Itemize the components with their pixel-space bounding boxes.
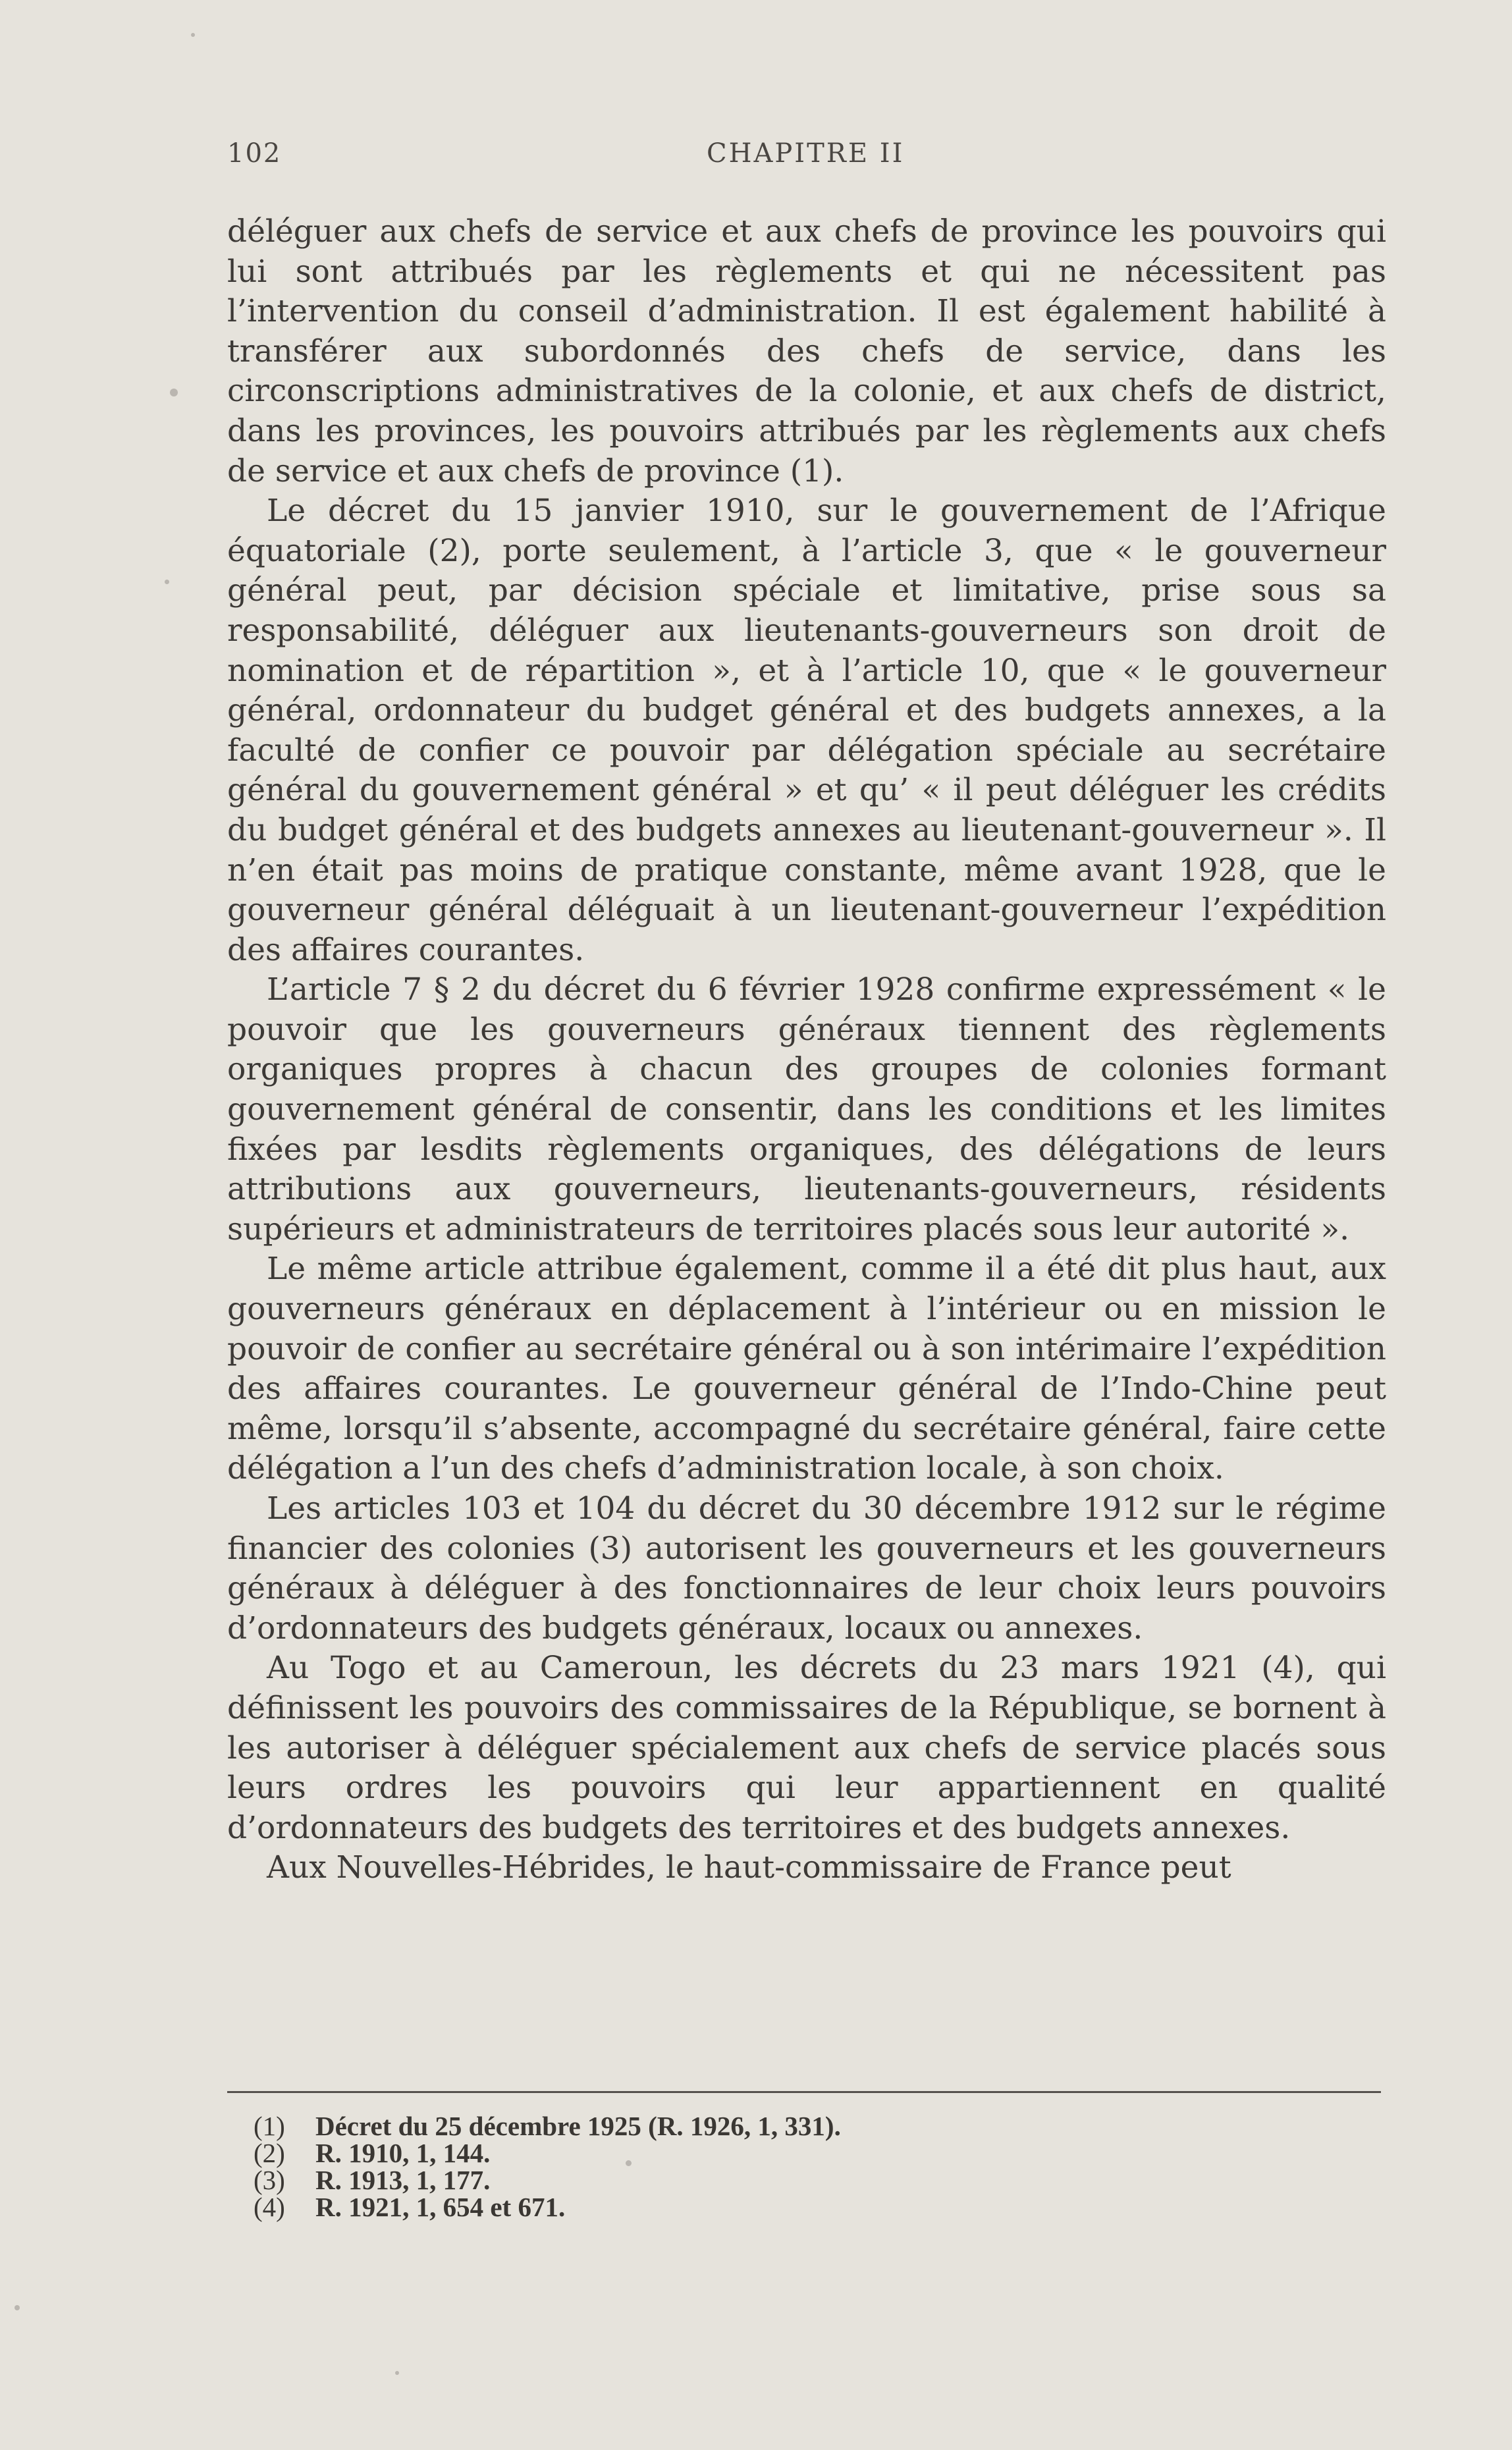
paragraph-last: Aux Nouvelles-Hébrides, le haut-commissaire de France peut: [267, 1849, 1231, 1886]
paragraph: L’article 7 § 2 du décret du 6 février 1928 confirme expressément « le pouvoir que les gouverneurs généraux tiennent des règlements organiques propres à chacun des groupes de colonies formant gouvernement général de consentir, dans les conditions et les limites fixées par lesdits règlements organiques, des délégations de leurs attributions aux gouverneurs, lieutenants-gouverneurs, résidents supérieurs et administrateurs de territoires placés sous leur autorité ».: [227, 971, 1386, 1247]
footnote-number: (1): [254, 2111, 285, 2141]
paper-speck: [165, 580, 169, 584]
footnote-text: R. 1910, 1, 144.: [315, 2138, 491, 2168]
paragraph: Le décret du 15 janvier 1910, sur le gouvernement de l’Afrique équatoriale (2), porte seulement, à l’article 3, que « le gouverneur général peut, par décision spéciale et limitative, prise sous sa responsabilité, déléguer aux lieutenants-gouverneurs son droit de nomination et de répartition », et à l’article 10, que « le gouverneur général, ordonnateur du budget général et des budgets annexes, a la faculté de confier ce pouvoir par délégation spéciale au secrétaire général du gouvernement général » et qu’ « il peut déléguer les crédits du budget général et des budgets annexes au lieutenant-gouverneur ». Il n’en était pas moins de pratique constante, même avant 1928, que le gouverneur général déléguait à un lieutenant-gouverneur l’expédition des affaires courantes.: [227, 493, 1386, 968]
page-number: 102: [227, 138, 282, 169]
footnote: [254, 2167, 1241, 2194]
footnote-number: (4): [254, 2192, 285, 2222]
running-header: [227, 138, 1386, 178]
footnote: [254, 2194, 1241, 2221]
paragraph-continuation: déléguer aux chefs de service et aux chefs de province les pouvoirs qui lui sont attribués par les règlements et qui ne nécessitent pas l’intervention du conseil d’administration. Il est également habilité à transférer aux subordonnés des chefs de service, dans les circonscriptions administratives de la colonie, et aux chefs de district, dans les provinces, les pouvoirs attribués par les règlements aux chefs de service et aux chefs de province (1).: [227, 213, 1386, 489]
footnote-text: R. 1913, 1, 177.: [315, 2165, 491, 2195]
paper-speck: [170, 389, 178, 396]
paragraph: Au Togo et au Cameroun, les décrets du 23 mars 1921 (4), qui définissent les pouvoirs des commissaires de la République, se bornent à les autoriser à déléguer spécialement aux chefs de service placés sous leurs ordres les pouvoirs qui leur appartiennent en qualité d’ordonnateurs des budgets des territoires et des budgets annexes.: [227, 1650, 1386, 1846]
paragraph: Le même article attribue également, comme il a été dit plus haut, aux gouverneurs généraux en déplacement à l’intérieur ou en mission le pouvoir de confier au secrétaire général ou à son intérimaire l’expédition des affaires courantes. Le gouverneur général de l’Indo-Chine peut même, lorsqu’il s’absente, accompagné du secrétaire général, faire cette délégation a l’un des chefs d’administration locale, à son choix.: [227, 1251, 1386, 1487]
body-text: [227, 212, 1386, 1888]
paper-speck: [14, 2305, 20, 2310]
footnote-text: R. 1921, 1, 654 et 671.: [315, 2192, 566, 2222]
footnote-number: (2): [254, 2138, 285, 2168]
footnote-text: Décret du 25 décembre 1925 (R. 1926, 1, 331).: [315, 2111, 841, 2141]
footnote: [254, 2140, 1241, 2167]
footnote-number: (3): [254, 2165, 285, 2195]
paper-speck: [191, 33, 195, 37]
chapter-title: CHAPITRE II: [707, 138, 905, 169]
footnote: [254, 2113, 1241, 2140]
footnote-separator: [227, 2091, 1381, 2093]
footnotes: [254, 2113, 1241, 2221]
paper-speck: [395, 2371, 399, 2375]
paragraph: Les articles 103 et 104 du décret du 30 décembre 1912 sur le régime financier des colonies (3) autorisent les gouverneurs et les gouverneurs généraux à déléguer à des fonctionnaires de leur choix leurs pouvoirs d’ordonnateurs des budgets généraux, locaux ou annexes.: [227, 1490, 1386, 1647]
paper-speck: [626, 2160, 632, 2166]
